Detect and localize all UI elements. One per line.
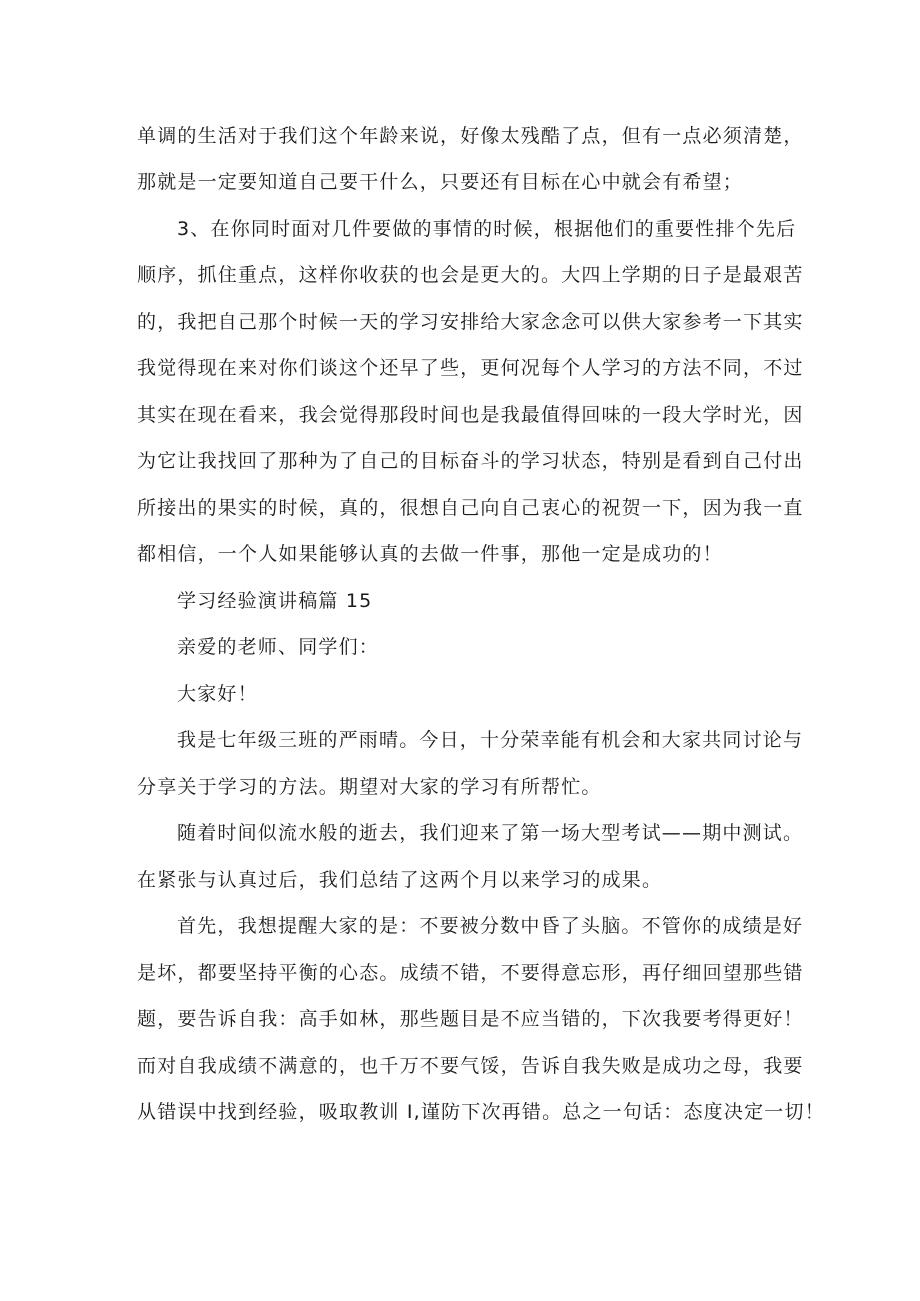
list-item-3: 3、在你同时面对几件要做的事情的时候，根据他们的重要性排个先后 xyxy=(177,218,797,240)
paragraph-start: 我是七年级三班的严雨晴。今日，十分荣幸能有机会和大家共同讨论与 xyxy=(177,729,804,751)
text-line: 我觉得现在来对你们谈这个还早了些，更何况每个人学习的方法不同，不过 xyxy=(137,357,804,379)
text-line: 是坏，都要坚持平衡的心态。成绩不错，不要得意忘形，再仔细回望那些错 xyxy=(137,962,804,984)
section-heading: 学习经验演讲稿篇 15 xyxy=(177,590,373,612)
text-line: 的，我把自己那个时候一天的学习安排给大家念念可以供大家参考一下其实 xyxy=(137,311,804,333)
text-line: 所接出的果实的时候，真的，很想自己向自己衷心的祝贺一下，因为我一直 xyxy=(137,497,804,519)
salutation: 亲爱的老师、同学们： xyxy=(177,636,380,658)
text-line: 那就是一定要知道自己要干什么，只要还有目标在心中就会有希望； xyxy=(137,171,744,193)
text-line: 从错误中找到经验，吸取教训 I,谨防下次再错。总之一句话：态度决定一切！ xyxy=(137,1101,825,1123)
text-line: 单调的生活对于我们这个年龄来说，好像太残酷了点，但有一点必须清楚， xyxy=(137,125,804,147)
paragraph-start: 首先，我想提醒大家的是：不要被分数中昏了头脑。不管你的成绩是好 xyxy=(177,915,804,937)
text-line: 其实在现在看来，我会觉得那段时间也是我最值得回味的一段大学时光，因 xyxy=(137,404,804,426)
text-line: 顺序，抓住重点，这样你收获的也会是更大的。大四上学期的日子是最艰苦 xyxy=(137,264,804,286)
text-line: 题，要告诉自我：高手如林，那些题目是不应当错的，下次我要考得更好！ xyxy=(137,1008,804,1030)
text-line: 分享关于学习的方法。期望对大家的学习有所帮忙。 xyxy=(137,776,602,798)
text-line: 在紧张与认真过后，我们总结了这两个月以来学习的成果。 xyxy=(137,869,663,891)
text-line: 为它让我找回了那种为了自己的目标奋斗的学习状态，特别是看到自己付出 xyxy=(137,450,804,472)
text-line: 而对自我成绩不满意的，也千万不要气馁，告诉自我失败是成功之母，我要 xyxy=(137,1055,804,1077)
greeting: 大家好！ xyxy=(177,683,258,705)
paragraph-start: 随着时间似流水般的逝去，我们迎来了第一场大型考试——期中测试。 xyxy=(177,822,804,844)
text-line: 都相信，一个人如果能够认真的去做一件事，那他一定是成功的！ xyxy=(137,543,723,565)
